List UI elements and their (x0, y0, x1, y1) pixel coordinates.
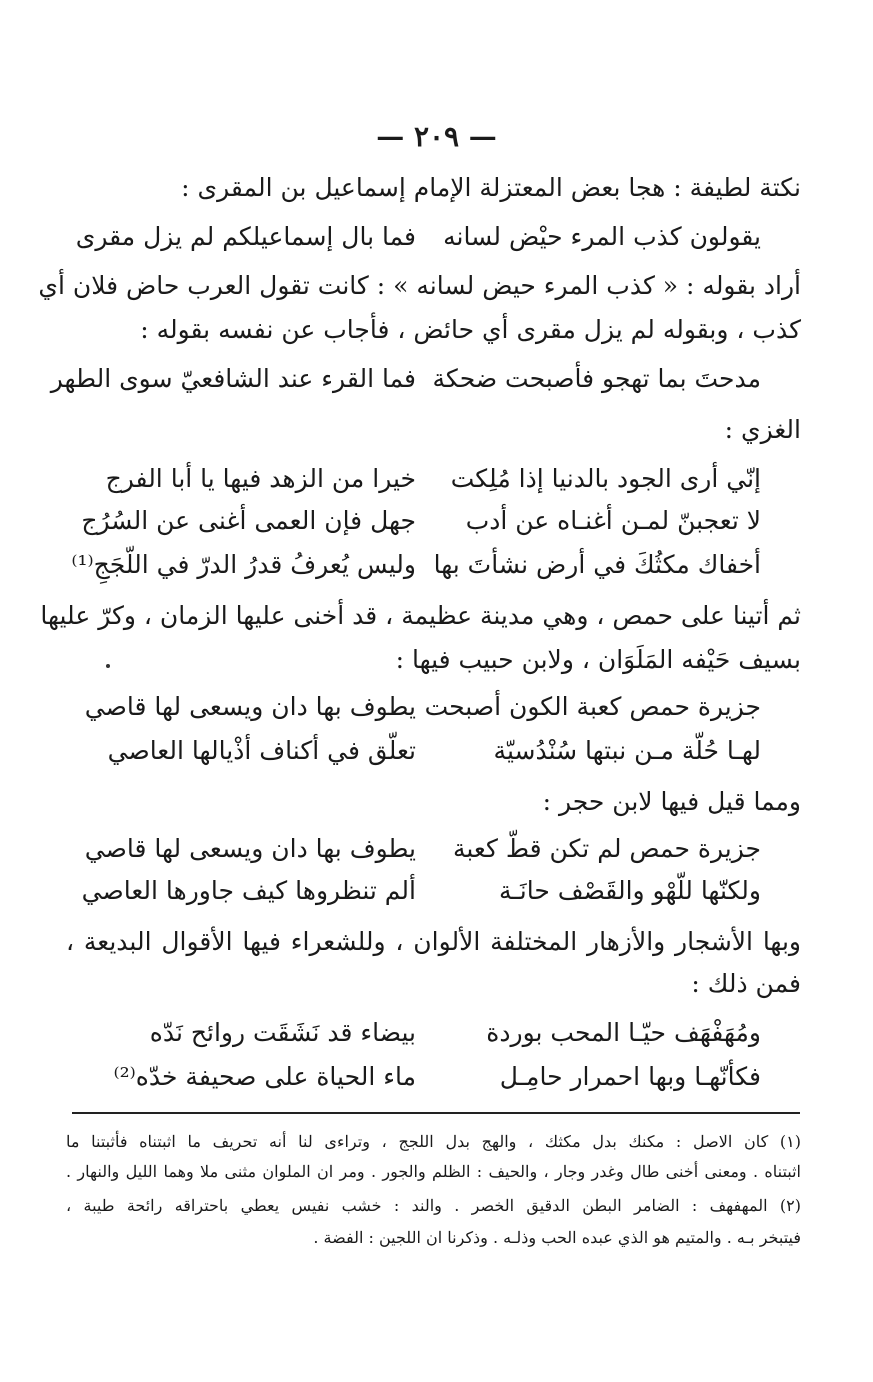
footnote-line: اثبتناه . ومعنى أخنى طال وغدر وجار ، والحيف : الظلم والجور . ومر ان الملوان مثنى ملا وهما الليل والنهار . (66, 1162, 801, 1181)
verse-first-hemistich: ومُهَفْهَف حيّـا المحب بوردة (486, 1018, 761, 1047)
verse (50, 360, 761, 398)
verse-second-hemistich: جهل فإن العمى أغنى عن السُرُج (81, 506, 416, 535)
verse-second-hemistich: فما القرء عند الشافعيّ سوى الطهر (50, 364, 416, 393)
verse-first-hemistich: جزيرة حمص لم تكن قطّ كعبة (452, 834, 761, 863)
footnote-line: فيتبخر بـه . والمتيم هو الذي عبده الحب وذلـه . وذكرنا ان اللجين : الفضة . (313, 1228, 801, 1247)
text-line: فمن ذلك : (691, 969, 801, 998)
verse (84, 688, 761, 726)
verse (106, 1014, 761, 1052)
text-line: بسيف حَيْفه المَلَوَان ، ولابن حبيب فيها : (395, 645, 801, 674)
verse (106, 732, 761, 770)
text-line: أراد بقوله : « كذب المرء حيض لسانه » : كانت تقول العرب حاض فلان أي (38, 271, 801, 300)
verse-first-hemistich: جزيرة حمص كعبة الكون أصبحت (424, 692, 761, 721)
page-number: — ٢٠٩ — (376, 120, 497, 153)
verse-second-hemistich: يطوف بها دان ويسعى لها قاصي (84, 692, 416, 721)
verse-first-hemistich: لهـا حُلّة مـن نبتها سُنْدُسيّة (493, 736, 761, 765)
text-line: نكتة لطيفة : هجا بعض المعتزلة الإمام إسماعيل بن المقرى : (181, 173, 801, 202)
verse-first-hemistich: مدحتَ بما تهجو فأصبحت ضحكة (432, 364, 761, 393)
verse (106, 1058, 761, 1096)
verse-second-hemistich: خيرا من الزهد فيها يا أبا الفرج (105, 464, 416, 493)
verse-first-hemistich: لا تعجبنّ لمـن أغنـاه عن أدب (465, 506, 761, 535)
footnote-separator (72, 1112, 800, 1114)
footnote-line: (٢) المهفهف : الضامر البطن الدقيق الخصر . والند : خشب نفيس يعطي باحتراقه رائحة طيبة ، (66, 1196, 801, 1215)
text-line: كذب ، وبقوله لم يزل مقرى أي حائض ، فأجاب عن نفسه بقوله : (140, 315, 801, 344)
verse-first-hemistich: إنّي أرى الجود بالدنيا إذا مُلِكت (450, 464, 761, 493)
verse (71, 546, 761, 584)
verse-first-hemistich: يقولون كذب المرء حيْض لسانه (443, 222, 761, 251)
verse-first-hemistich: فكأنّهـا وبها احمرار حامِـل (499, 1062, 761, 1091)
verse-second-hemistich: وليس يُعرفُ قدرُ الدرّ في اللّجَجِ⁽¹⁾ (71, 550, 416, 579)
verse (81, 502, 761, 540)
stray-mark (106, 664, 110, 668)
text-line: الغزي : (724, 415, 801, 444)
text-line: ثم أتينا على حمص ، وهي مدينة عظيمة ، قد أخنى عليها الزمان ، وكرّ عليها (40, 601, 801, 630)
verse (106, 460, 761, 498)
verse-first-hemistich: ولكنّها للّهْو والقَصْف حانَـة (499, 876, 761, 905)
verse-second-hemistich: ماء الحياة على صحيفة خدّه⁽²⁾ (113, 1062, 416, 1091)
verse-first-hemistich: أخفاك مكثُكَ في أرض نشأتَ بها (433, 550, 761, 579)
verse (75, 218, 761, 256)
verse (81, 872, 761, 910)
text-line: ومما قيل فيها لابن حجر : (542, 787, 801, 816)
footnote-line: (١) كان الاصل : مكنك بدل مكثك ، والهج بدل اللجج ، وتراءى لنا أنه تحريف ما اثبتناه فأثبتنا ما (66, 1132, 801, 1151)
text-line: وبها الأشجار والأزهار المختلفة الألوان ، وللشعراء فيها الأقوال البديعة ، (66, 927, 801, 956)
verse-second-hemistich: يطوف بها دان ويسعى لها قاصي (84, 834, 416, 863)
verse-second-hemistich: بيضاء قد نَشَقَت روائح نَدّه (149, 1018, 416, 1047)
verse-second-hemistich: ألم تنظروها كيف جاورها العاصي (81, 876, 416, 905)
verse-second-hemistich: تعلّق في أكناف أذْيالها العاصي (107, 736, 416, 765)
verse (84, 830, 761, 868)
verse-second-hemistich: فما بال إسماعيلكم لم يزل مقرى (75, 222, 416, 251)
